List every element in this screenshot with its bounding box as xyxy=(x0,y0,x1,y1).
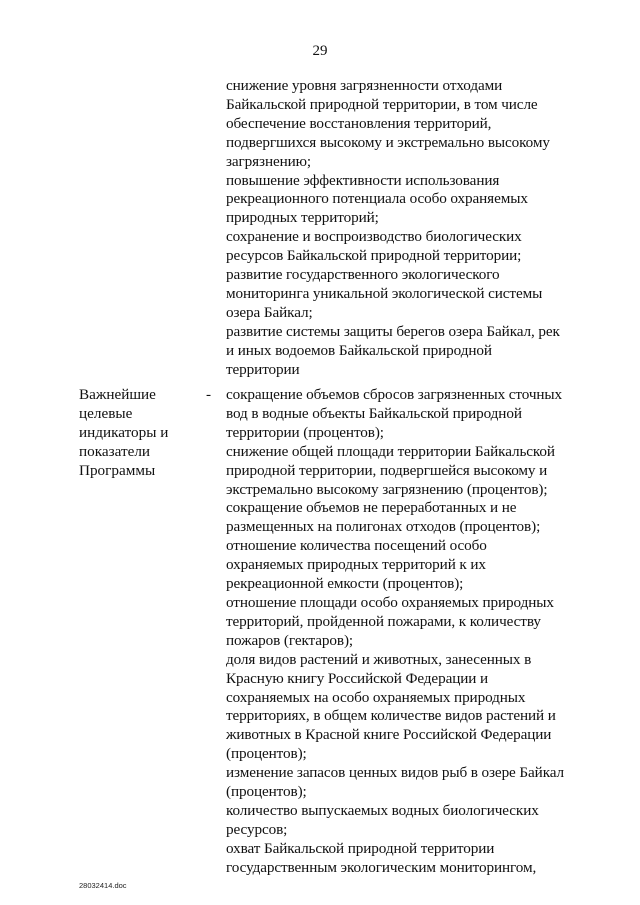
indicator-item: снижение общей площади территории Байкальской природной территории, подвергшейся высокому и экстремально высокому загрязнению (процентов); xyxy=(226,442,555,498)
goal-item: повышение эффективности использования рекреационного потенциала особо охраняемых природных территорий; xyxy=(226,171,528,227)
indicator-item: количество выпускаемых водных биологических ресурсов; xyxy=(226,801,539,838)
indicators-list xyxy=(226,386,566,878)
footer-filename: 28032414.doc xyxy=(79,881,127,890)
indicator-item: сокращение объемов не переработанных и не размещенных на полигонах отходов (процентов); xyxy=(226,499,541,536)
page-number: 29 xyxy=(312,43,328,59)
goal-item: сохранение и воспроизводство биологических ресурсов Байкальской природной территории; xyxy=(226,228,522,265)
indicator-item: отношение количества посещений особо охраняемых природных территорий к их рекреационной емкости (процентов); xyxy=(226,537,487,593)
indicator-item: сокращение объемов сбросов загрязненных сточных вод в водные объекты Байкальской природной территории (процентов); xyxy=(226,386,563,441)
indicator-item: изменение запасов ценных видов рыб в озере Байкал (процентов); xyxy=(226,764,564,801)
label-dash: - xyxy=(206,386,212,403)
goal-item: развитие системы защиты берегов озера Байкал, рек и иных водоемов Байкальской природной территории xyxy=(226,322,560,378)
goal-item: развитие государственного экологического мониторинга уникальной экологической системы озера Байкал; xyxy=(226,266,543,321)
indicator-item: отношение площади особо охраняемых природных территорий, пройденной пожарами, к количеству пожаров (гектаров); xyxy=(226,593,554,649)
indicator-item: охват Байкальской природной территории государственным экологическим мониторингом, xyxy=(226,839,537,876)
goals-list xyxy=(226,77,566,380)
goal-item: снижение уровня загрязненности отходами Байкальской природной территории, в том числе обеспечение восстановления территорий, подвергшихся высокому и экстремально высокому загрязнению; xyxy=(226,77,550,170)
indicators-label: Важнейшие целевые индикаторы и показатели Программы xyxy=(79,386,169,479)
indicator-item: доля видов растений и животных, занесенных в Красную книгу Российской Федерации и сохраняемых на особо охраняемых природных территориях, в общем количестве видов растений и животных в Красной книге Российской Федерации (процентов); xyxy=(226,650,556,763)
